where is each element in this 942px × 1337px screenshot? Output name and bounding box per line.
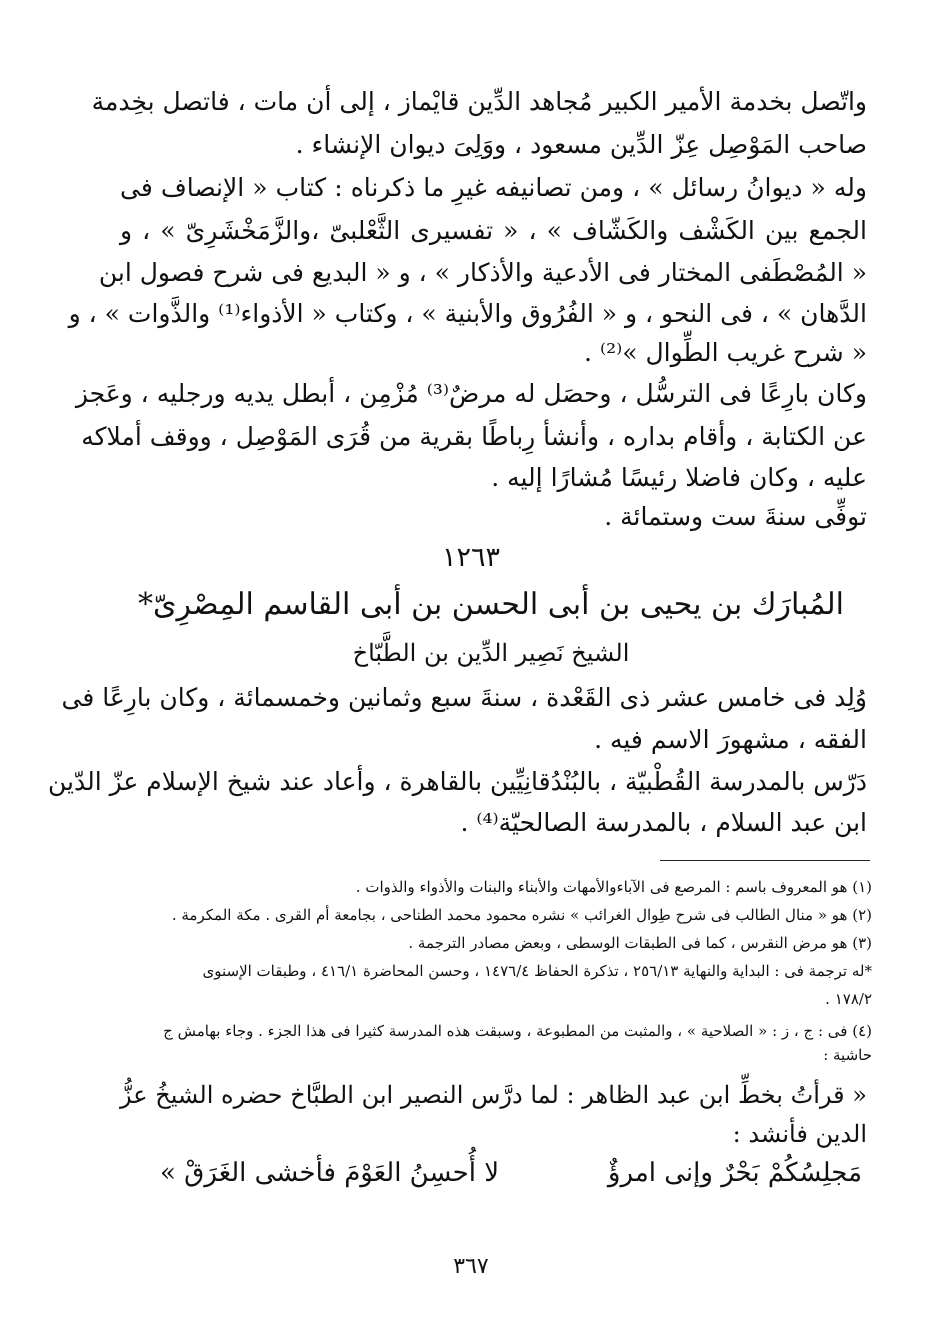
body-line: الجمع بين الكَشْف والكَشّاف » ، « تفسيرى الثَّعْلبىّ ،والزَّمَخْشَرِىّ » ، و: [120, 216, 867, 245]
margin-note-line: الدين فأنشد :: [732, 1120, 867, 1148]
footnote: (٣) هو مرض النقرس ، كما فى الطبقات الوسطى ، وبعض مصادر الترجمة .: [408, 934, 872, 952]
body-line: « المُصْطَفى المختار فى الأدعية والأذكار » ، و « البديع فى شرح فصول ابن: [98, 258, 867, 287]
body-line: عليه ، وكان فاضلا رئيسًا مُشارًا إليه .: [491, 463, 867, 492]
body-line: صاحب المَوْصِل عِزّ الدِّين مسعود ، ووَلِىَ ديوان الإنشاء .: [295, 130, 867, 159]
body-line: عن الكتابة ، وأقام بداره ، وأنشأ رِباطًا بقرية من قُرَى المَوْصِل ، ووقف أملاكه: [81, 422, 867, 451]
footnote-separator: [660, 860, 870, 861]
footnote: (٢) هو « منال الطالب فى شرح طِوال الغرائب » نشره محمود محمد الطناحى ، بجامعة أم القرى . مكة المكرمة .: [171, 906, 872, 924]
body-line: وكان بارِعًا فى الترسُّل ، وحصَل له مرضٌ⁽³⁾ مُزْمِن ، أبطل يديه ورجليه ، وعَجز: [75, 379, 867, 408]
body-line: وله « ديوانُ رسائل » ، ومن تصانيفه غيرِ ما ذكرناه : كتاب « الإنصاف فى: [120, 173, 867, 202]
footnote: حاشية :: [823, 1046, 872, 1064]
body-line: الفقه ، مشهورَ الاسم فيه .: [594, 725, 867, 754]
body-line: وُلِد فى خامس عشر ذى القَعْدة ، سنةَ سبع وثمانين وخمسمائة ، وكان بارِعًا فى: [61, 683, 867, 712]
verse-hemistich-right: مَجلِسُكُمْ بَحْرٌ وإنى امرؤٌ: [607, 1158, 862, 1188]
footnote: ١٧٨/٢ .: [825, 990, 872, 1008]
footnote: (٤) فى : ج ، ز : « الصلاحية » ، والمثبت من المطبوعة ، وسبقت هذه المدرسة كثيرا فى هذا الجزء . وجاء بهامش ج: [163, 1022, 872, 1040]
entry-subtitle: الشيخ نَصِير الدِّين بن الطَّبّاخ: [352, 639, 630, 667]
margin-note-line: « قرأتُ بخطِّ ابن عبد الظاهر : لما درَّس النصير ابن الطبَّاخ حضره الشيخُ عزُّ: [120, 1081, 867, 1109]
footnote: (١) هو المعروف باسم : المرصع فى الآباءوالأمهات والأبناء والبنات والأذواء والذوات .: [355, 878, 872, 896]
verse-hemistich-left: لا أُحسِنُ العَوْمَ فأخشى الغَرَقْ »: [160, 1158, 500, 1188]
body-line: « شرح غريب الطِّوال »⁽²⁾ .: [584, 338, 867, 367]
page-number: ٣٦٧: [453, 1254, 489, 1279]
body-line: الدَّهان » ، فى النحو ، و « الفُرُوق والأبنية » ، وكتاب « الأذواء⁽¹⁾ والذَّوات » ، و: [68, 299, 867, 328]
entry-name: المُبارَك بن يحيى بن أبى الحسن بن أبى القاسم المِصْرِىّ*: [138, 587, 844, 622]
body-line: دَرّس بالمدرسة القُطْبيّة ، بالبُنْدُقانِيِّين بالقاهرة ، وأعاد عند شيخ الإسلام عزّ الدّين: [47, 767, 867, 796]
footnote: *له ترجمة فى : البداية والنهاية ٢٥٦/١٣ ، تذكرة الحفاظ ١٤٧٦/٤ ، وحسن المحاضرة ٤١٦/١ ، وطبقات الإسنوى: [202, 962, 872, 980]
body-line: واتّصل بخدمة الأمير الكبير مُجاهد الدِّين قايْماز ، إلى أن مات ، فاتصل بخِدمة: [91, 87, 867, 116]
body-line: توفِّى سنةَ ست وستمائة .: [604, 502, 867, 531]
entry-number: ١٢٦٣: [441, 542, 500, 573]
body-line: ابن عبد السلام ، بالمدرسة الصالحيّة⁽⁴⁾ .: [460, 808, 867, 837]
